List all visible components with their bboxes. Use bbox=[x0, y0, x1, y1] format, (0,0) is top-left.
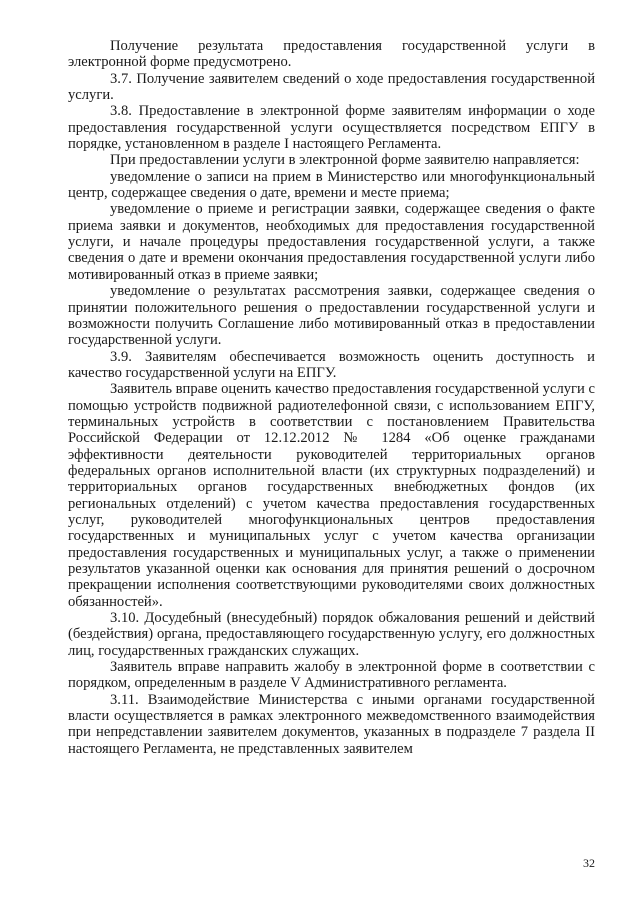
page-number: 32 bbox=[583, 856, 595, 870]
paragraph-notification-receipt: уведомление о приеме и регистрации заявки, содержащее сведения о факте приема заявки и документов, необходимых для предоставления государственной услуги, и начале процедуры предоставления государственной услуги, а также сведения о дате и времени окончания предоставления государственной услуги либо мотивированный отказ в приеме заявки; bbox=[68, 201, 595, 283]
paragraph-3-9: 3.9. Заявителям обеспечивается возможность оценить доступность и качество государственной услуги на ЕПГУ. bbox=[68, 348, 595, 381]
paragraph-3-7-heading: 3.7. Получение заявителем сведений о ходе предоставления государственной услуги. bbox=[68, 70, 595, 104]
paragraph-quality-assessment: Заявитель вправе оценить качество предоставления государственной услуги с помощью устройств подвижной радиотелефонной связи, с использованием ЕПГУ, терминальных устройств в соответствии с постановлением Правительства Российской Федерации от 12.12.2012 № 1284 «Об оценке гражданами эффективности деятельности руководителей территориальных органов федеральных органов исполнительной власти (их структурных подразделений) и территориальных органов государственных внебюджетных фондов (их региональных отделений) с учетом качества предоставления государственных услуг, руководителей многофункциональных центров предоставления государственных и муниципальных услуг с учетом качества организации предоставления государственных и муниципальных услуг, а также о применении результатов указанной оценки как основания для принятия решений о досрочном прекращении исполнения соответствующими руководителями своих должностных обязанностей». bbox=[68, 381, 595, 610]
paragraph-3-8: 3.8. Предоставление в электронной форме заявителям информации о ходе предоставления государственной услуги осуществляется посредством ЕПГУ в порядке, установленном в разделе I настоящего Регламента. bbox=[68, 103, 595, 153]
paragraph-notification-results: уведомление о результатах рассмотрения заявки, содержащее сведения о принятии положительного решения о предоставлении государственной услуги и возможности получить Соглашение либо мотивированный отказ в предоставлении государственной услуги. bbox=[68, 283, 595, 349]
paragraph-notification-appointment: уведомление о записи на прием в Министерство или многофункциональный центр, содержащее сведения о дате, времени и месте приема; bbox=[68, 168, 595, 202]
document-body bbox=[68, 38, 595, 757]
paragraph-notifications-intro: При предоставлении услуги в электронной форме заявителю направляется: bbox=[110, 152, 580, 169]
paragraph-result-electronic: Получение результата предоставления государственной услуги в электронной форме предусмотрено. bbox=[68, 38, 595, 71]
paragraph-complaint: Заявитель вправе направить жалобу в электронной форме в соответствии с порядком, определенным в разделе V Административного регламента. bbox=[68, 659, 595, 692]
paragraph-3-10: 3.10. Досудебный (внесудебный) порядок обжалования решений и действий (бездействия) органа, предоставляющего государственную услугу, его должностных лиц, государственных гражданских служащих. bbox=[68, 610, 595, 659]
paragraph-3-11: 3.11. Взаимодействие Министерства с иными органами государственной власти осуществляется в рамках электронного межведомственного взаимодействия при непредставлении заявителем документов, указанных в подразделе 7 раздела II настоящего Регламента, не представленных заявителем bbox=[68, 691, 595, 757]
